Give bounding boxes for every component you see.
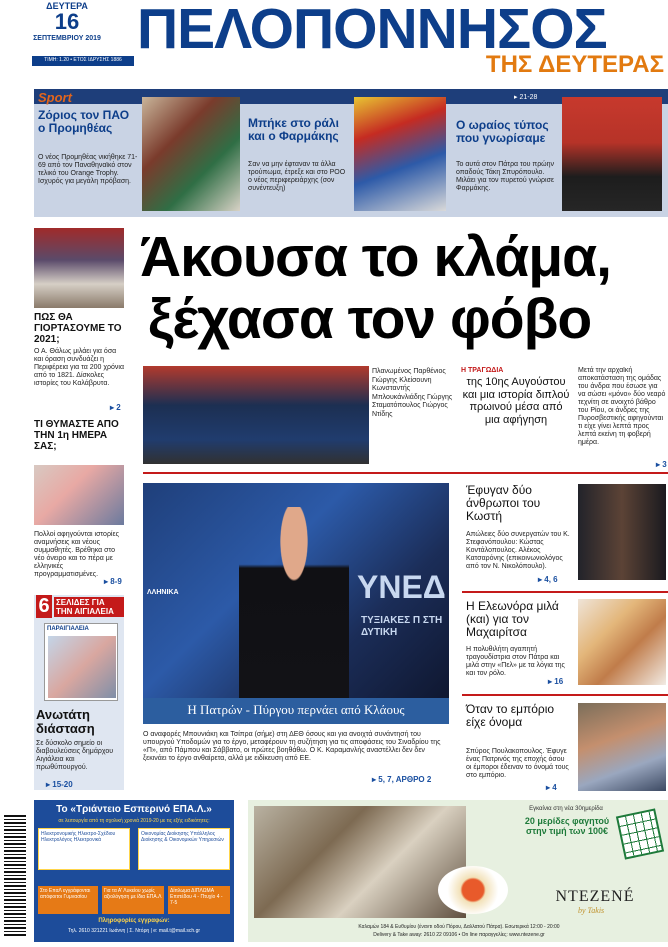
- restaurant-photo: [254, 806, 466, 918]
- minister-photo: [143, 483, 449, 698]
- story-3-more: ▸ 4: [546, 783, 557, 792]
- story-2-text: Η πολυθιλήτη αγαπητή τραγουδίστρια στον Πάτρα και μιλά στην «Πελ» με τα λόγια της και τον ρόλο.: [466, 646, 565, 677]
- separator-2: [462, 591, 668, 593]
- separator-3: [462, 694, 668, 696]
- sport-text-1: Ο νέος Προμηθέας νικήθηκε 71-69 από τον Παναθηναϊκό στον τελικό του Orange Trophy. Ισχυρός για μεγάλη πρόβαση.: [38, 154, 138, 185]
- rally-photo: [354, 97, 446, 211]
- story-2-title: Η Ελεωνόρα μιλά (και) για τον Μαχαιρίτσα: [466, 599, 559, 639]
- separator-1: [143, 472, 668, 474]
- tragedy-kicker: Η ΤΡΑΓΩΔΙΑ: [461, 367, 504, 374]
- sport-pages: ▸ 21-28: [514, 94, 538, 101]
- sport-band: [34, 89, 668, 217]
- school-ad-box-4: Για τα Α' Λυκείου χωρίς αξιολόγηση με ίδια ΕΠΑ.Λ: [102, 886, 164, 914]
- screen-text: ΥΝΕΔ: [357, 569, 446, 605]
- story-1-text: Απώλειες δύο συνεργατών του Κ. Στεφανόπουλου: Κώστας Κοντάλοπουλος. Αλέκος Κατσαρόνης (επικοινωνιολόγος από τον Ν. Νικολόπουλο).: [466, 531, 570, 570]
- headline-line-2: ξέχασα τον φόβο: [148, 287, 592, 351]
- story-3-photo: [578, 703, 666, 791]
- sport-text-2: Σαν να μην έφταναν τα άλλα τρούπωμα, έτρεξε και στο ΡΟΟ ο νέος περιφερειάρχης (σον συνέντευξη): [248, 161, 346, 192]
- priest-photo: [562, 97, 662, 211]
- firefighter-names: Πλανωμένος Παρθένιος Γιώργης Κλείσουνη Κωνσταντής Μπλουκάνλιάδης Γιώργης Σταματόπουλος Γιώργος Ντίδης: [372, 368, 453, 418]
- date-day: ΔΕΥΤΕΡΑ: [46, 1, 88, 11]
- school-ad: [34, 800, 234, 942]
- minister-figure: [239, 507, 349, 698]
- aigialeia-head: ΣΕΛΙΔΕΣ ΓΙΑ ΤΗΝ ΑΙΓΙΑΛΕΙΑ: [54, 597, 124, 617]
- school-ad-box-3: Στο ΕπαΛ εγγράφονται απόφοιτοι Γυμνασίου: [38, 886, 98, 914]
- q2-title: ΤΙ ΘΥΜΑΣΤΕ ΑΠΟ ΤΗΝ 1η ΗΜΕΡΑ ΣΑΣ;: [34, 419, 119, 452]
- date-number: 16: [54, 9, 80, 34]
- story-1-photo: [578, 484, 666, 580]
- mini-paper: [44, 623, 118, 701]
- parade-photo: [34, 228, 124, 308]
- school-ad-contact: Τηλ. 2610 321221 Ιωάννη | Σ. Ντόρη | e: mail.t@mail.sch.gr: [67, 928, 201, 934]
- tragedy-title: της 10ης Αυγούστου και μια ιστορία διπλού πρωινού μέσα από μια αφήγηση: [462, 376, 570, 426]
- minister-more: ▸ 5, 7, ΑΡΘΡΟ 2: [372, 775, 432, 784]
- date-month: ΣΕΠΤΕΜΒΡΙΟΥ 2019: [33, 35, 101, 42]
- brand-sub: by Takis: [578, 906, 605, 915]
- aig-text: Σε δύσκολο σημείο οι διαβουλεύσεις δημάρχου Αιγιάλεια και πρωθύπουργού.: [36, 740, 114, 771]
- q1-text: Ο Α. Θάλως μιλάει για όσα και όραση συνδυάζει η Περιφέρεια για τα 200 χρόνια από το 1821. Δίσκολες ιστορίες του Καλάβρυτα.: [34, 348, 125, 387]
- offer-top: Εγκαίνια στη νέα 30ημερίδα: [529, 806, 603, 812]
- minister-text: Ο αναφορές Μπουνιάκη και Τσίπρα (σήμε) στη ΔΕΘ όσους και για ανοιχτά συνάντησή του υπουργού Υποδομών για το έργο, μεταφέρουν τη συζήτηση για τις αποφάσεις του Σιναδρίου της «Π», από Πάμπου και Σάββατο, οι πρώτες βοηθάθω. Ο Κ. Καραμανλής αναστέλλει δεν δεν ξεκινάει το έργο ανθαίρετα, αλλά με ειδίκευση από ΕΕ.: [143, 731, 441, 762]
- story-1-more: ▸ 4, 6: [538, 575, 558, 584]
- q2-text: Πολλοί αφηγούνται ιστορίες αναμνήσεις και νέους συμμαθητές. Βρέθηκα στο νέο όνειρο και το πέρα με ελληνικές προγραμματισμένες.: [34, 531, 119, 578]
- sport-title-2: Μπήκε στο ράλι και ο Φαρμάκης: [248, 116, 339, 143]
- aig-more: ▸ 15-20: [46, 780, 73, 789]
- paper-title: ΠΕΛΟΠΟΝΝΗΣΟΣ: [137, 0, 607, 61]
- barcode: [4, 815, 26, 937]
- school-ad-contact-head: Πληροφορίες εγγραφών:: [98, 918, 170, 924]
- sport-title-1: Ζόριος τον ΠΑΟ ο Προμηθέας: [38, 108, 130, 135]
- restaurant-address: Καλαμών 184 & Ευθυμίου (έναντι οδού Πόρου, Δαλλατού Πάτρα). Εσωτερικά 12:00 - 20:00: [358, 924, 560, 930]
- school-photo: [34, 465, 124, 525]
- aig-title: Ανωτάτη διάσταση: [36, 707, 95, 736]
- offer-text: 20 μερίδες φαγητού στην τιμή των 100€: [524, 816, 610, 836]
- basketball-photo: [142, 97, 240, 211]
- brand-logo: ΝΤΕΖΕΝÉ: [555, 888, 635, 905]
- school-ad-sub: σε λειτουργία από τη σχολική χρονιά 2019-20 με τις εξής ειδικότητες:: [58, 818, 210, 824]
- firefighters-photo: [143, 366, 369, 464]
- school-ad-title: Το «Τριάντειο Εσπερινό ΕΠΑ.Λ.»: [56, 804, 212, 815]
- sport-text-3: Το αυτά στον Πάτρα του πρώην οπαδούς Τάκη Σπυρόπουλο. Μιλάει για τον πυρετού γνώρισε Φαρμάκης.: [456, 161, 555, 192]
- sport-label: Sport: [38, 90, 72, 105]
- q1-more: ▸ 2: [110, 403, 121, 412]
- mini-paper-photo: [48, 636, 116, 698]
- story-2-photo: [578, 599, 666, 685]
- school-ad-box-2: Οικονομίας Διοίκησης Υπάλληλος Διοίκησης & Οικονομικών Υπηρεσιών: [138, 828, 230, 870]
- price-text: ΤΙΜΗ: 1.20 • ΕΤΟΣ ΙΔΡΥΣΗΣ 1886: [44, 57, 122, 63]
- mini-paper-title: ΠΑΡΑΙΓΙΑΛΕΙΑ: [47, 626, 89, 632]
- screen-sub: ΤΥΞΙΑΚΕΣ Π ΣΤΗ ΔΥΤΙΚΗ: [361, 615, 443, 638]
- story-2-more: ▸ 16: [548, 677, 564, 686]
- story-3-title: Όταν το εμπόριο είχε όνομα: [466, 702, 555, 729]
- food-photo: [438, 866, 508, 914]
- masthead: [0, 0, 668, 84]
- tragedy-text: Μετά την αρχαϊκή αποκατάσταση της ομάδας του άνδρα που έσωσε για να σώσει «μόνο» δύο νεαρό τεχνίτη σε ανοιχτό βάθρο του Ρίου, οι άνδρες της Πυροσβεστικής αφηγούνται τι είχε γίνει λεπτά προς λεπτά εκείνη τη φοβερή ημέρα.: [578, 367, 666, 446]
- minister-caption: Η Πατρών - Πύργου περνάει από Κλάους: [187, 702, 405, 717]
- story-1-title: Έφυγαν δύο άνθρωποι του Κωστή: [466, 483, 541, 523]
- q1-title: ΠΩΣ ΘΑ ΓΙΟΡΤΑΣΟΥΜΕ ΤΟ 2021;: [34, 312, 122, 345]
- screen-logo: ΛΛΗΝΙΚΑ: [147, 589, 179, 596]
- school-ad-box-1: Ηλεκτρονομικής Ηλεκτρο-Σχέδιου Ηλεκτρολόγος Ηλεκτρονικά: [38, 828, 130, 870]
- q2-more: ▸ 8-9: [104, 577, 122, 586]
- calendar-icon: [616, 808, 664, 859]
- school-ad-box-5: Δίπλωμα ΔΙΠΛΩΜΑ Επιπέδου 4 - Πτυχίο 4 - 7-5: [168, 886, 230, 914]
- tragedy-more: ▸ 3: [656, 460, 667, 469]
- sport-title-3: Ο ωραίος τύπος που γνωρίσαμε: [456, 118, 549, 145]
- aigialeia-num: 6: [36, 595, 52, 618]
- restaurant-delivery: Delivery & Take away: 2610 22 09106 • On line παραγγελίες: www.ntezene.gr: [373, 932, 545, 938]
- restaurant-ad: [248, 800, 668, 942]
- story-3-text: Σπύρος Πουλακοπουλος. Έφυγε ένας Πατρινός της εποχής όσου οι έμποροι έδειναν το όνομά τους στο εμπόριο.: [466, 748, 569, 779]
- headline-line-1: Άκουσα το κλάμα,: [140, 225, 612, 289]
- paper-subtitle: ΤΗΣ ΔΕΥΤΕΡΑΣ: [485, 51, 664, 78]
